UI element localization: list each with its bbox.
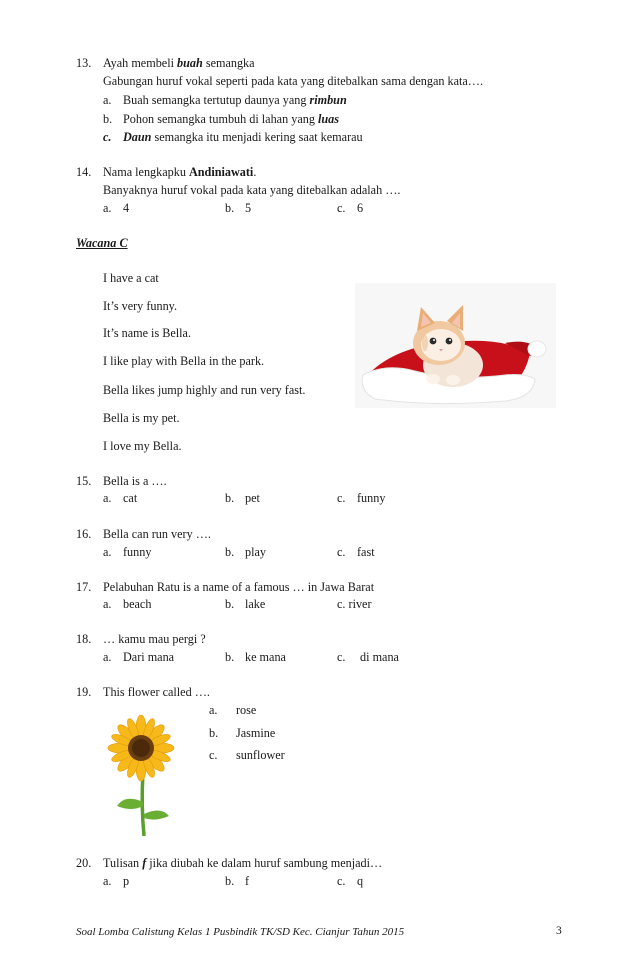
page-footer: Soal Lomba Calistung Kelas 1 Pusbindik TK/SD Kec. Cianjur Tahun 2015 xyxy=(76,926,405,938)
passage-line: I love my Bella. xyxy=(103,439,182,453)
option-c: c. river xyxy=(337,597,372,611)
option-b: b. lake xyxy=(225,597,266,611)
option-a: a. p xyxy=(103,874,130,888)
option-c: c. q xyxy=(337,874,364,888)
question-number: 15. xyxy=(76,474,92,488)
question-number: 17. xyxy=(76,580,92,594)
option-b: b. Pohon semangka tumbuh di lahan yang luas xyxy=(103,112,339,126)
question-number: 20. xyxy=(76,856,92,870)
passage-line: I like play with Bella in the park. xyxy=(103,354,265,368)
option-a: a. beach xyxy=(103,597,152,611)
option-b: b. ke mana xyxy=(225,650,286,664)
question-stem: Bella can run very …. xyxy=(103,527,211,541)
question-stem: Nama lengkapku Andiniawati. xyxy=(103,165,257,179)
option-c: c. fast xyxy=(337,545,375,559)
question-stem: … kamu mau pergi ? xyxy=(103,632,206,646)
question-instruction: Banyaknya huruf vokal pada kata yang ditebalkan adalah …. xyxy=(103,183,401,197)
option-a: a. rose xyxy=(209,703,257,717)
passage-line: Bella is my pet. xyxy=(103,411,180,425)
question-stem: Tulisan f jika diubah ke dalam huruf sambung menjadi… xyxy=(103,856,383,870)
stem-bold-letter: f xyxy=(142,856,147,870)
question-stem: This flower called …. xyxy=(103,685,210,699)
passage-line: I have a cat xyxy=(103,271,159,285)
question-stem xyxy=(103,56,255,71)
stem-bold-word: Andiniawati xyxy=(188,165,254,179)
option-b: b. f xyxy=(225,874,250,888)
option-a: a. cat xyxy=(103,491,138,505)
option-c: c. di mana xyxy=(337,650,399,664)
stem-bold-word: buah xyxy=(177,56,203,70)
option-a: a. 4 xyxy=(103,201,130,215)
option-c: c. 6 xyxy=(337,201,364,215)
page-number: 3 xyxy=(556,925,562,937)
section-heading: Wacana C xyxy=(76,236,128,250)
option-c: c. sunflower xyxy=(209,748,285,762)
option-b: b. Jasmine xyxy=(209,726,276,740)
question-number: 19. xyxy=(76,685,92,699)
question-number: 14. xyxy=(76,165,92,179)
question-stem: Pelabuhan Ratu is a name of a famous … in Jawa Barat xyxy=(103,580,375,594)
question-number: 13. xyxy=(76,56,92,70)
option-c: c. funny xyxy=(337,491,386,505)
question-instruction: Gabungan huruf vokal seperti pada kata yang ditebalkan sama dengan kata…. xyxy=(103,74,484,88)
option-b: b. pet xyxy=(225,491,260,505)
question-number: 18. xyxy=(76,632,92,646)
option-a: a. funny xyxy=(103,545,152,559)
passage-line: Bella likes jump highly and run very fast. xyxy=(103,383,306,397)
option-b: b. 5 xyxy=(225,201,252,215)
cat-in-hat-image xyxy=(355,283,556,408)
option-b: b. play xyxy=(225,545,266,559)
option-a: a. Buah semangka tertutup daunya yang rimbun xyxy=(103,93,347,107)
option-c: c. Daun semangka itu menjadi kering saat kemarau xyxy=(103,130,363,144)
passage-line: It’s very funny. xyxy=(103,299,178,313)
question-number: 16. xyxy=(76,527,92,541)
passage-line: It’s name is Bella. xyxy=(103,326,192,340)
stem-text: Ayah membeli xyxy=(103,56,178,70)
stem-text: semangka xyxy=(202,56,255,70)
sunflower-image xyxy=(95,710,187,838)
option-a: a. Dari mana xyxy=(103,650,175,664)
question-stem: Bella is a …. xyxy=(103,474,167,488)
